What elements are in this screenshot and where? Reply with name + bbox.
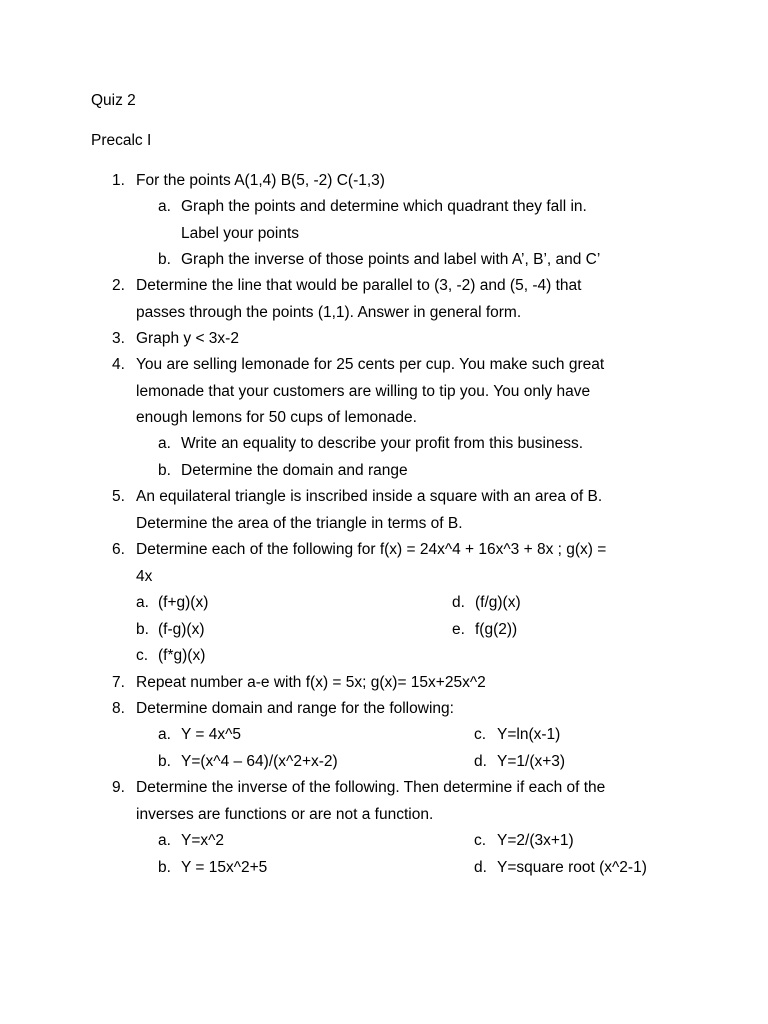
q6d-marker: d. <box>452 594 465 611</box>
q6a-text: (f+g)(x) <box>158 594 209 611</box>
q2-text-line1: Determine the line that would be parallel to (3, -2) and (5, -4) that <box>136 277 582 294</box>
q1b-marker: b. <box>158 251 171 268</box>
q5-text-line1: An equilateral triangle is inscribed inside a square with an area of B. <box>136 488 603 505</box>
q8c-marker: c. <box>474 726 487 743</box>
q4a-text: Write an equality to describe your profit from this business. <box>181 435 584 452</box>
q1-text: For the points A(1,4) B(5, -2) C(-1,3) <box>136 172 385 189</box>
q2-text-line2: passes through the points (1,1). Answer in general form. <box>136 304 522 321</box>
q7-text: Repeat number a-e with f(x) = 5x; g(x)= 15x+25x^2 <box>136 674 486 691</box>
q6d-text: (f/g)(x) <box>475 594 521 611</box>
q4-text-line1: You are selling lemonade for 25 cents per cup. You make such great <box>136 356 605 373</box>
q4-number: 4. <box>112 356 125 373</box>
q8b-marker: b. <box>158 753 171 770</box>
q3-text: Graph y < 3x-2 <box>136 330 239 347</box>
q8-text: Determine domain and range for the following: <box>136 700 454 717</box>
q9-number: 9. <box>112 779 125 796</box>
course-name: Precalc I <box>91 132 152 149</box>
q3-number: 3. <box>112 330 125 347</box>
q6b-text: (f-g)(x) <box>158 621 205 638</box>
q9b-marker: b. <box>158 859 171 876</box>
q6b-marker: b. <box>136 621 149 638</box>
q9c-marker: c. <box>474 832 487 849</box>
q1a-text-line1: Graph the points and determine which quadrant they fall in. <box>181 198 587 215</box>
q6-number: 6. <box>112 541 125 558</box>
q1a-marker: a. <box>158 198 171 215</box>
q1-number: 1. <box>112 172 125 189</box>
q6-text-line1: Determine each of the following for f(x) = 24x^4 + 16x^3 + 8x ; g(x) = <box>136 541 607 558</box>
q4-text-line3: enough lemons for 50 cups of lemonade. <box>136 409 417 426</box>
q6c-marker: c. <box>136 647 149 664</box>
q8a-text: Y = 4x^5 <box>181 726 241 743</box>
q9d-marker: d. <box>474 859 487 876</box>
q8d-text: Y=1/(x+3) <box>497 753 566 770</box>
q8b-text: Y=(x^4 – 64)/(x^2+x-2) <box>181 753 338 770</box>
q1b-text: Graph the inverse of those points and label with A’, B’, and C’ <box>181 251 601 268</box>
q6e-marker: e. <box>452 621 465 638</box>
q4-text-line2: lemonade that your customers are willing to tip you. You only have <box>136 383 591 400</box>
q9a-text: Y=x^2 <box>181 832 225 849</box>
quiz-title: Quiz 2 <box>91 92 136 109</box>
q5-number: 5. <box>112 488 125 505</box>
q9-text-line1: Determine the inverse of the following. Then determine if each of the <box>136 779 606 796</box>
q4b-text: Determine the domain and range <box>181 462 408 479</box>
q6c-text: (f*g)(x) <box>158 647 206 664</box>
q5-text-line2: Determine the area of the triangle in terms of B. <box>136 515 463 532</box>
q9a-marker: a. <box>158 832 171 849</box>
q8-number: 8. <box>112 700 125 717</box>
q4a-marker: a. <box>158 435 171 452</box>
q8c-text: Y=ln(x-1) <box>497 726 561 743</box>
q9-text-line2: inverses are functions or are not a function. <box>136 806 434 823</box>
q4b-marker: b. <box>158 462 171 479</box>
q6e-text: f(g(2)) <box>475 621 518 638</box>
q8d-marker: d. <box>474 753 487 770</box>
q9c-text: Y=2/(3x+1) <box>497 832 574 849</box>
q9d-text: Y=square root (x^2-1) <box>497 859 647 876</box>
q7-number: 7. <box>112 674 125 691</box>
q2-number: 2. <box>112 277 125 294</box>
q6-text-line2: 4x <box>136 568 153 585</box>
q9b-text: Y = 15x^2+5 <box>181 859 268 876</box>
q8a-marker: a. <box>158 726 171 743</box>
q6a-marker: a. <box>136 594 149 611</box>
q1a-text-line2: Label your points <box>181 225 300 242</box>
